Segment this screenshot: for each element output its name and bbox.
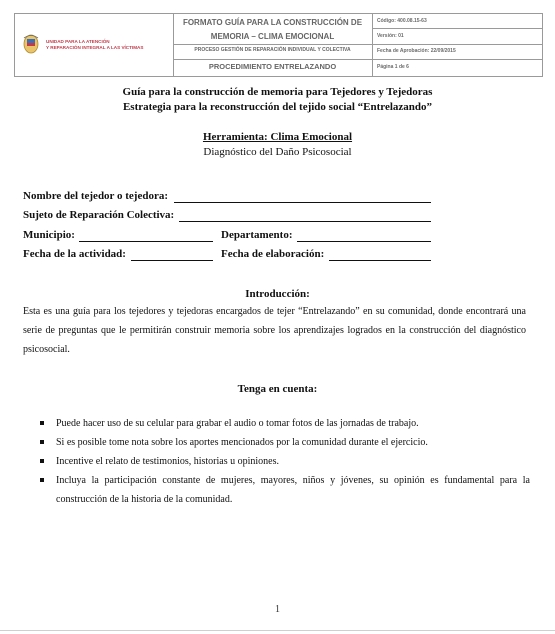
page-number: 1 [275,604,280,615]
notes-list [40,414,530,509]
list-item [40,414,530,433]
procedure-name: PROCEDIMIENTO ENTRELAZANDO [208,62,337,71]
weaver-name-field[interactable] [174,202,431,203]
list-item-text: Si es posible tome nota sobre los aportes mencionados por la comunidad durante el ejercicio. [56,437,428,448]
logo-text-line2: Y REPARACIÓN INTEGRAL A LAS VÍCTIMAS [46,45,144,50]
activity-date-field[interactable] [131,260,213,261]
municipality-field[interactable] [79,241,213,242]
bullet-icon [40,478,44,482]
bullet-icon [40,440,44,444]
document-subtitle: Estrategia para la reconstrucción del tejido social “Entrelazando” [122,101,433,113]
collective-subject-field[interactable] [179,221,431,222]
victims-unit-logo [20,33,170,59]
list-item-text: Incentive el relato de testimonios, historias u opiniones. [56,456,280,467]
list-item [40,433,530,452]
department-label: Departamento: [221,229,293,241]
process-name: PROCESO GESTIÓN DE REPARACIÓN INDIVIDUAL Y COLECTIVA [194,47,351,53]
coat-of-arms-icon [20,33,42,55]
intro-heading: Introducción: [245,288,310,300]
department-field[interactable] [297,241,431,242]
intro-paragraph: Esta es una guía para los tejedores y tejedoras encargados de tejer “Entrelazando” en su comunidad, donde encontrará una serie de preguntas que le permitirán construir memoria sobre los aprendizajes logrados en la construcción del diagnóstico psicosocial. [23,306,526,355]
document-code: Código: 400.08.15-63 [377,18,427,24]
approval-date: Fecha de Aprobación: 22/09/2015 [377,48,456,54]
tool-subtitle: Diagnóstico del Daño Psicosocial [203,146,352,158]
elaboration-date-label: Fecha de elaboración: [221,248,325,260]
format-title: FORMATO GUÍA PARA LA CONSTRUCCIÓN DE MEMORIA – CLIMA EMOCIONAL [182,18,363,41]
document-version: Versión: 01 [377,33,404,39]
notes-heading: Tenga en cuenta: [237,383,318,395]
document-header-table [14,13,543,77]
list-item-text: Puede hacer uso de su celular para grabar el audio o tomar fotos de las jornadas de trabajo. [56,418,419,429]
bullet-icon [40,421,44,425]
list-item [40,471,530,509]
weaver-name-label: Nombre del tejedor o tejedora: [23,190,168,202]
municipality-label: Municipio: [23,229,75,241]
list-item [40,452,530,471]
page-bottom-rule [0,630,555,631]
page-indicator: Página 1 de 6 [377,64,409,70]
bullet-icon [40,459,44,463]
elaboration-date-field[interactable] [329,260,431,261]
list-item-text: Incluya la participación constante de mujeres, mayores, niños y jóvenes, su opinión es fundamental para la construcción de la historia de la comunidad. [56,475,530,505]
document-title: Guía para la construcción de memoria para Tejedores y Tejedoras [122,86,433,98]
activity-date-label: Fecha de la actividad: [23,248,126,260]
collective-subject-label: Sujeto de Reparación Colectiva: [23,209,175,221]
tool-label: Herramienta: Clima Emocional [202,131,353,143]
logo-text-line1: UNIDAD PARA LA ATENCIÓN [46,39,110,44]
